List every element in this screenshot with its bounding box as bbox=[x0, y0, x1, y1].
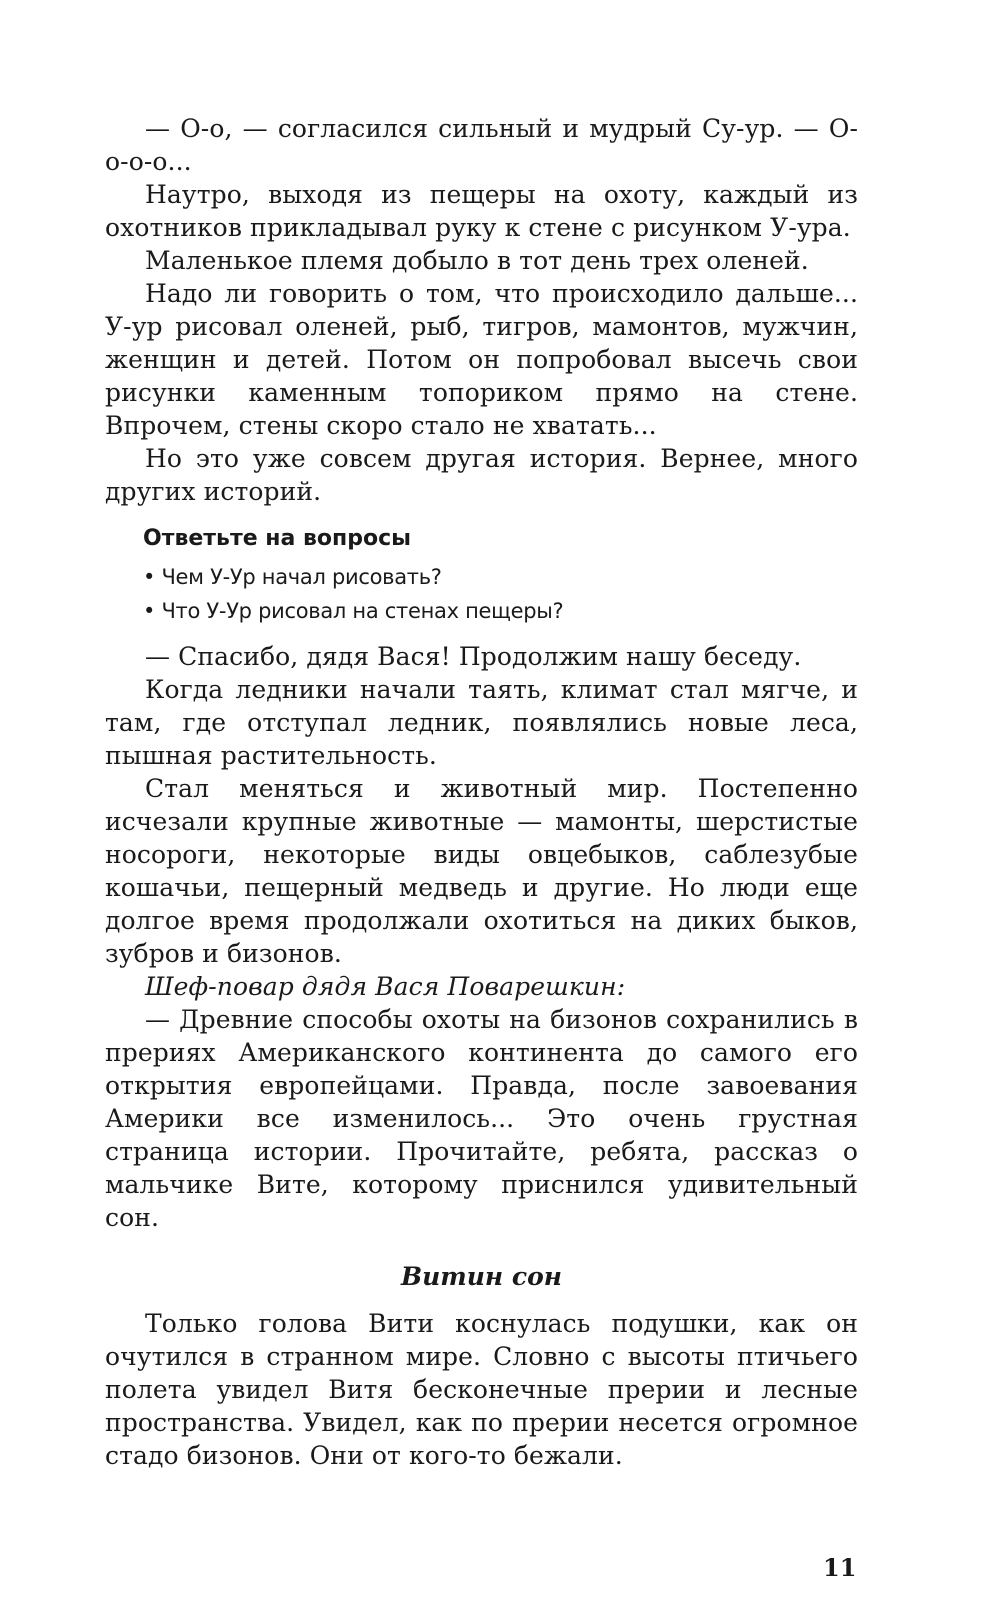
paragraph-drawings: Надо ли говорить о том, что происходило дальше... У-ур рисовал оленей, рыб, тигров, мамонтов, мужчин, женщин и детей. Потом он попробовал высечь свои рисунки каменным топориком прямо на стене. Впрочем, стены скоро стало не хватать... bbox=[105, 279, 858, 440]
speaker-line: Шеф-повар дядя Вася Поварешкин: bbox=[145, 972, 626, 1001]
paragraph-thanks: — Спасибо, дядя Вася! Продолжим нашу беседу. bbox=[145, 642, 802, 671]
paragraph-story: Только голова Вити коснулась подушки, как он очутился в странном мире. Словно с высоты птичьего полета увидел Витя бесконечные прерии и лесные пространства. Увидел, как по прерии несется огромное стадо бизонов. Они от кого-то бежали. bbox=[105, 1309, 858, 1470]
paragraph-three-deer: Маленькое племя добыло в тот день трех оленей. bbox=[145, 246, 809, 275]
question-item: • Чем У-Ур начал рисовать? bbox=[143, 565, 442, 589]
paragraph-dialogue-suur: — О-о, — согласился сильный и мудрый Су-ур. — О-о-о-о... bbox=[105, 114, 858, 176]
paragraph-animals: Стал меняться и животный мир. Постепенно исчезали крупные животные — мамонты, шерстистые носороги, некоторые виды овцебыков, саблезубые кошачьи, пещерный медведь и другие. Но люди еще долгое время продолжали охотиться на диких быков, зубров и бизонов. bbox=[105, 774, 858, 968]
story-title: Витин сон bbox=[401, 1262, 562, 1291]
page-content bbox=[105, 112, 858, 1472]
question-item: • Что У-Ур рисовал на стенах пещеры? bbox=[143, 599, 564, 623]
paragraph-glaciers: Когда ледники начали таять, климат стал мягче, и там, где отступал ледник, появлялись новые леса, пышная растительность. bbox=[105, 675, 858, 770]
questions-block bbox=[105, 522, 858, 628]
questions-heading: Ответьте на вопросы bbox=[143, 526, 412, 551]
paragraph-other-story: Но это уже совсем другая история. Вернее, много других историй. bbox=[105, 444, 858, 506]
paragraph-speech: — Древние способы охоты на бизонов сохранились в прериях Американского континента до самого его открытия европейцами. Правда, после завоевания Америки все изменилось... Это очень грустная страница истории. Прочитайте, ребята, рассказ о мальчике Вите, которому приснился удивительный сон. bbox=[105, 1005, 858, 1232]
paragraph-morning-hunt: Наутро, выходя из пещеры на охоту, каждый из охотников прикладывал руку к стене с рисунком У-ура. bbox=[105, 180, 858, 242]
page-number: 11 bbox=[823, 1553, 857, 1582]
